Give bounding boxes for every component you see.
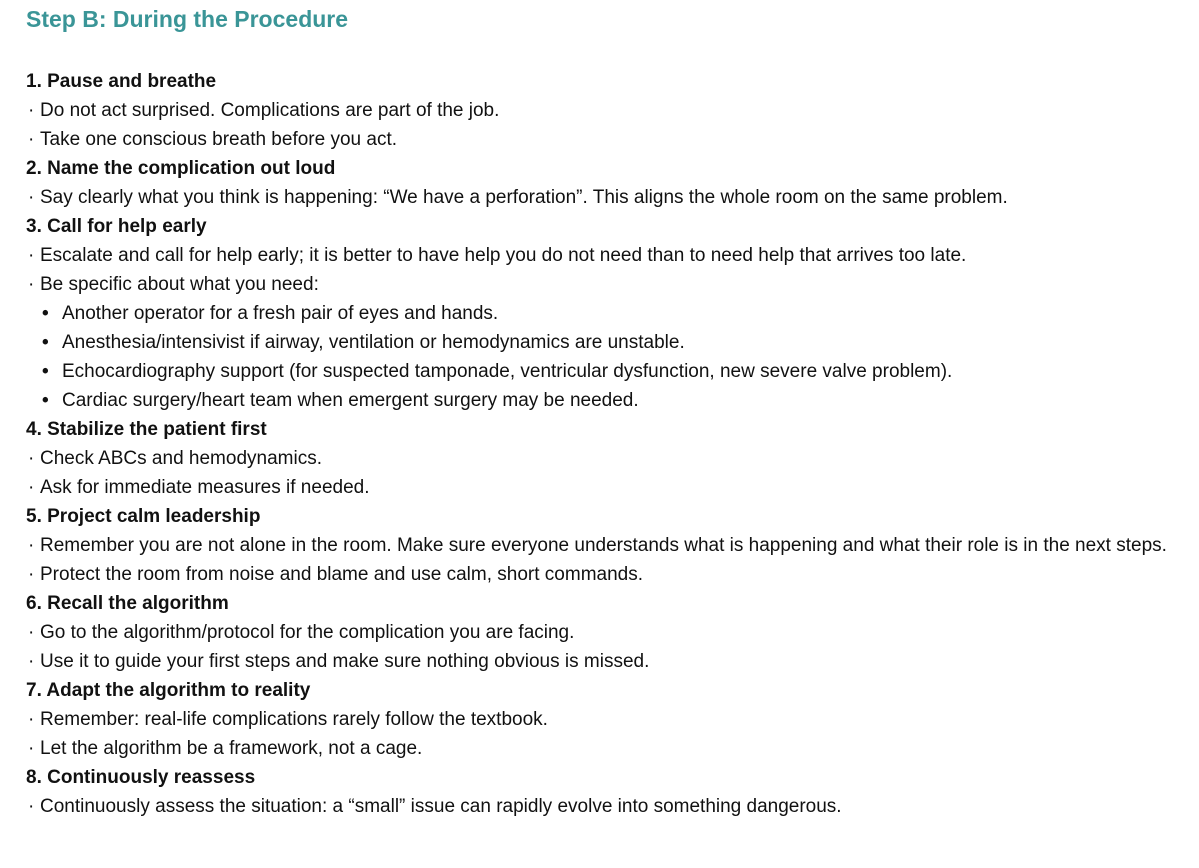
bullet-mark: ·: [28, 100, 35, 121]
bullet-dot-icon: •: [42, 332, 49, 353]
section-heading: 6. Recall the algorithm: [26, 593, 229, 614]
document-body: [26, 67, 1196, 821]
bullet-dot-icon: •: [42, 390, 49, 411]
bullet-mark: ·: [28, 622, 35, 643]
section-heading: 7. Adapt the algorithm to reality: [26, 680, 311, 701]
list-item-text: Protect the room from noise and blame and use calm, short commands.: [40, 564, 643, 585]
sub-list-item: [26, 357, 1196, 386]
list-item: [26, 792, 1196, 821]
list-item: [26, 560, 1196, 589]
list-item-text: Be specific about what you need:: [40, 274, 319, 295]
list-item-text: Remember you are not alone in the room. Make sure everyone understands what is happening and what their role is in the next steps.: [40, 535, 1167, 556]
list-item-text: Let the algorithm be a framework, not a cage.: [40, 738, 423, 759]
sub-list-item-text: Another operator for a fresh pair of eyes and hands.: [62, 303, 499, 324]
bullet-dot-icon: •: [42, 303, 49, 324]
sub-list-item: [26, 328, 1196, 357]
list-item-text: Ask for immediate measures if needed.: [40, 477, 370, 498]
bullet-mark: ·: [28, 738, 35, 759]
section-heading: 4. Stabilize the patient first: [26, 419, 267, 440]
sub-list-item-text: Cardiac surgery/heart team when emergent surgery may be needed.: [62, 390, 639, 411]
bullet-mark: ·: [28, 535, 35, 556]
list-item-text: Remember: real-life complications rarely follow the textbook.: [40, 709, 548, 730]
list-item-text: Continuously assess the situation: a “small” issue can rapidly evolve into something dangerous.: [40, 796, 842, 817]
list-item: [26, 183, 1196, 212]
list-item: [26, 125, 1196, 154]
section-heading: 8. Continuously reassess: [26, 767, 256, 788]
list-item-text: Escalate and call for help early; it is better to have help you do not need than to need help that arrives too late.: [40, 245, 967, 266]
list-item-text: Go to the algorithm/protocol for the complication you are facing.: [40, 622, 575, 643]
list-item: [26, 473, 1196, 502]
sub-list-item-text: Anesthesia/intensivist if airway, ventilation or hemodynamics are unstable.: [62, 332, 685, 353]
bullet-mark: ·: [28, 274, 35, 295]
section-heading: 1. Pause and breathe: [26, 71, 217, 92]
list-item: [26, 531, 1196, 560]
list-item-text: Do not act surprised. Complications are part of the job.: [40, 100, 500, 121]
list-item-text: Use it to guide your first steps and make sure nothing obvious is missed.: [40, 651, 650, 672]
list-item-text: Check ABCs and hemodynamics.: [40, 448, 322, 469]
bullet-mark: ·: [28, 245, 35, 266]
bullet-mark: ·: [28, 477, 35, 498]
list-item: [26, 734, 1196, 763]
sub-list-item-text: Echocardiography support (for suspected tamponade, ventricular dysfunction, new severe valve problem).: [62, 361, 953, 382]
section-heading: 5. Project calm leadership: [26, 506, 261, 527]
sub-list-item: [26, 386, 1196, 415]
list-item: [26, 618, 1196, 647]
list-item: [26, 647, 1196, 676]
sub-list-item: [26, 299, 1196, 328]
list-item-text: Say clearly what you think is happening: “We have a perforation”. This aligns the whole room on the same problem.: [40, 187, 1008, 208]
bullet-mark: ·: [28, 709, 35, 730]
list-item: [26, 96, 1196, 125]
list-item-text: Take one conscious breath before you act.: [40, 129, 398, 150]
bullet-mark: ·: [28, 651, 35, 672]
bullet-mark: ·: [28, 448, 35, 469]
bullet-mark: ·: [28, 796, 35, 817]
bullet-mark: ·: [28, 129, 35, 150]
list-item: [26, 705, 1196, 734]
list-item: [26, 444, 1196, 473]
list-item: [26, 241, 1196, 270]
bullet-dot-icon: •: [42, 361, 49, 382]
bullet-mark: ·: [28, 187, 35, 208]
document-title: Step B: During the Procedure: [26, 6, 349, 32]
bullet-mark: ·: [28, 564, 35, 585]
section-heading: 3. Call for help early: [26, 216, 207, 237]
list-item: [26, 270, 1196, 299]
section-heading: 2. Name the complication out loud: [26, 158, 336, 179]
